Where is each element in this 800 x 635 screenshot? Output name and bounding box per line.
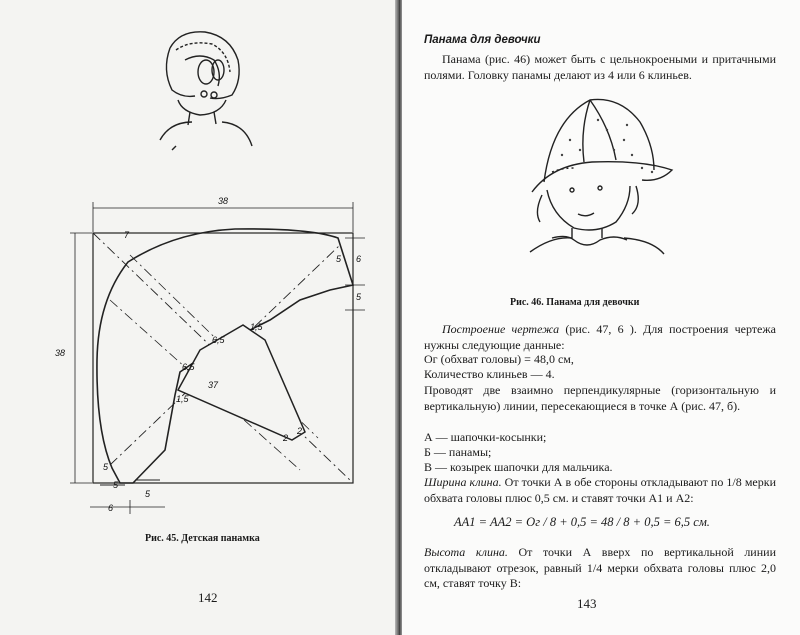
lines-paragraph: Проводят две взаимно перпендикулярные (горизонтальную и вертикальную) линии, пересекающиеся в точке А (рис. 47, б). [424, 383, 776, 413]
legend-item-b: Б — панамы; [424, 445, 492, 459]
dim-2-b: 2 [297, 426, 303, 436]
width-title: Ширина клина. [424, 475, 502, 489]
dim-6-5-b: 6,5 [212, 335, 225, 345]
width-formula: AA1 = AA2 = Ог / 8 + 0,5 = 48 / 8 + 0,5 = 6,5 см. [454, 515, 710, 529]
dim-diag-5: 5 [103, 462, 109, 472]
dim-37: 37 [208, 380, 219, 390]
dim-1-5-a: 1,5 [250, 322, 263, 332]
construction-paragraph [424, 322, 776, 353]
intro-paragraph: Панама (рис. 46) может быть с цельнокроеными и притачными полями. Головку панамы делают из 4 или 6 клиньев. [424, 52, 776, 82]
dim-right-6: 6 [356, 254, 362, 264]
left-page [0, 0, 398, 635]
dim-1-5-b: 1,5 [176, 394, 189, 404]
width-text: От точки А в обе стороны откладывают по 1/8 мерки обхвата головы плюс 0,5 см. и ставят точки А1 и А2: [424, 475, 777, 505]
dim-bottom-6: 6 [108, 503, 114, 513]
figure-45-caption: Рис. 45. Детская панамка [145, 533, 260, 544]
measure-head-circumference: Ог (обхват головы) = 48,0 см, [424, 352, 574, 366]
dim-corner-5: 5 [113, 480, 119, 490]
dim-left-height: 38 [55, 348, 66, 358]
dim-seven: 7 [124, 230, 130, 240]
page-number-left: 142 [198, 590, 218, 605]
construction-text: (рис. 47, 6 ). Для построения чертежа нужны следующие данные: [424, 322, 776, 352]
height-text: От точки А вверх по вертикальной линии откладывают отрезок, равный 1/4 мерки обхвата головы плюс 2,0 см, ставят точку В: [424, 545, 776, 590]
dim-right-5-b: 5 [356, 292, 362, 302]
dim-top-width: 38 [218, 196, 229, 206]
legend-item-c: В — козырек шапочки для мальчика. [424, 460, 613, 474]
dim-6-5-a: 6,5 [182, 362, 195, 372]
page-number-right: 143 [577, 596, 597, 611]
dim-2-a: 2 [283, 433, 289, 443]
width-paragraph [424, 475, 776, 506]
figure-46-caption: Рис. 46. Панама для девочки [510, 297, 640, 308]
girl-panama-illustration [402, 0, 800, 635]
construction-title: Построение чертежа [442, 322, 560, 336]
right-page [402, 0, 800, 635]
dim-bottom-5: 5 [145, 489, 151, 499]
measure-wedge-count: Количество клиньев — 4. [424, 367, 555, 381]
height-paragraph [424, 545, 776, 592]
legend-item-a: А — шапочки-косынки; [424, 430, 547, 444]
dim-right-5-a: 5 [336, 254, 342, 264]
height-title: Высота клина. [424, 545, 508, 559]
section-heading: Панама для девочки [424, 34, 541, 46]
